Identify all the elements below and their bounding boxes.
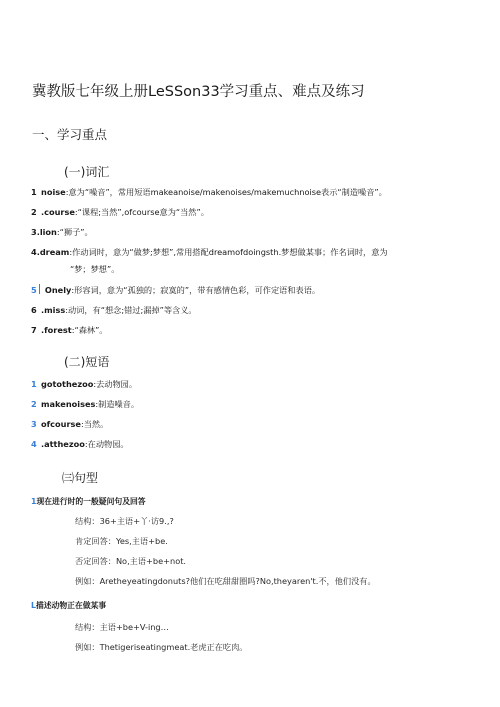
vocab-explanation: :“课程;当然”,ofcourse意为“当然”。 [74, 207, 209, 217]
pattern-title [31, 496, 146, 507]
pattern-line: 肯定回答：Yes,主语+be. [75, 536, 168, 546]
pattern-title-text: 描述动物正在做某事 [35, 601, 107, 610]
phrase-explanation: :制造噪音。 [95, 399, 140, 409]
vocab-item [31, 247, 388, 258]
item-number: 4 [31, 439, 37, 449]
vocab-explanation: :“森林”。 [71, 325, 108, 335]
vocab-item [31, 227, 93, 238]
vocab-explanation: :“狮子”。 [56, 227, 93, 237]
phrase-explanation: :当然。 [80, 419, 109, 429]
item-number: 6 [31, 305, 37, 315]
subsection-heading-vocabulary: (一)词汇 [64, 165, 110, 179]
subsection-heading-phrases: (二)短语 [64, 355, 110, 369]
phrase-term: .atthezoo [41, 439, 85, 449]
pattern-marker: L [31, 601, 36, 610]
item-number: 4. [31, 247, 40, 257]
pattern-line: 否定回答：No,主语+be+not. [75, 556, 187, 566]
vocab-explanation-continued: “梦；梦想”。 [70, 264, 120, 274]
pattern-title-text: 现在进行时的一般疑问句及回答 [36, 497, 146, 506]
item-number: 3 [31, 419, 37, 429]
vocab-explanation: :意为“噪音”，常用短语makeanoise/makenoises/makemuchnoise表示“制造噪音”。 [65, 187, 387, 197]
vocab-term: .miss [41, 305, 66, 315]
vocab-item [31, 284, 320, 296]
phrase-item [31, 439, 129, 450]
item-number: 3. [31, 227, 40, 237]
phrase-term: gotothezoo [41, 379, 94, 389]
vocab-item [31, 207, 209, 218]
vocab-item [31, 305, 197, 316]
item-number: 1 [31, 379, 37, 389]
vocab-term: noise [41, 187, 66, 197]
item-number: 2 [31, 399, 37, 409]
item-number: 1 [31, 187, 37, 197]
item-number: 2 [31, 207, 37, 217]
pattern-example: 例如：Thetigeriseatingmeat.老虎正在吃肉。 [75, 642, 248, 652]
vocab-explanation: :动词，有“想念;错过;漏掉”等含义。 [65, 305, 197, 315]
document-title: 冀教版七年级上册LeSSon33学习重点、难点及练习 [32, 84, 365, 100]
vocab-term: .forest [41, 325, 72, 335]
vocab-term: lion [39, 227, 57, 237]
vocab-term: .course [41, 207, 75, 217]
item-number: 7 [31, 325, 37, 335]
phrase-term: makenoises [41, 399, 96, 409]
phrase-item [31, 419, 108, 430]
phrase-item [31, 399, 139, 410]
vocab-explanation: :形容词，意为“孤独的；寂寞的”，带有感情色彩，可作定语和表语。 [71, 285, 321, 295]
vocab-explanation: :作动词时，意为“做梦;梦想”,常用搭配dreamofdoingsth.梦想做某事；作名词时，意为 [69, 247, 388, 257]
pattern-example: 例如：Aretheyeatingdonuts?他们在吃甜甜圈吗?No,theyaren't.不，他们没有。 [75, 576, 376, 586]
section-heading-key-points: 一、学习重点 [32, 127, 108, 142]
phrase-explanation: :去动物园。 [93, 379, 138, 389]
pattern-marker: 1 [31, 497, 37, 506]
pattern-line: 结构：主语+be+V-ing… [75, 622, 169, 632]
margin-bar [39, 284, 40, 294]
pattern-title [31, 600, 106, 611]
vocab-term: dream [39, 247, 70, 257]
phrase-explanation: :在动物园。 [84, 439, 129, 449]
vocab-term: Onely [44, 285, 72, 295]
item-number: 5 [31, 285, 37, 295]
vocab-item [31, 325, 108, 336]
pattern-line: 结构：36+主语+丫·访9.,? [75, 516, 174, 526]
phrase-term: ofcourse [41, 419, 81, 429]
subsection-heading-sentence-patterns: ㈢句型 [62, 471, 99, 485]
phrase-item [31, 379, 137, 390]
vocab-item [31, 187, 387, 198]
